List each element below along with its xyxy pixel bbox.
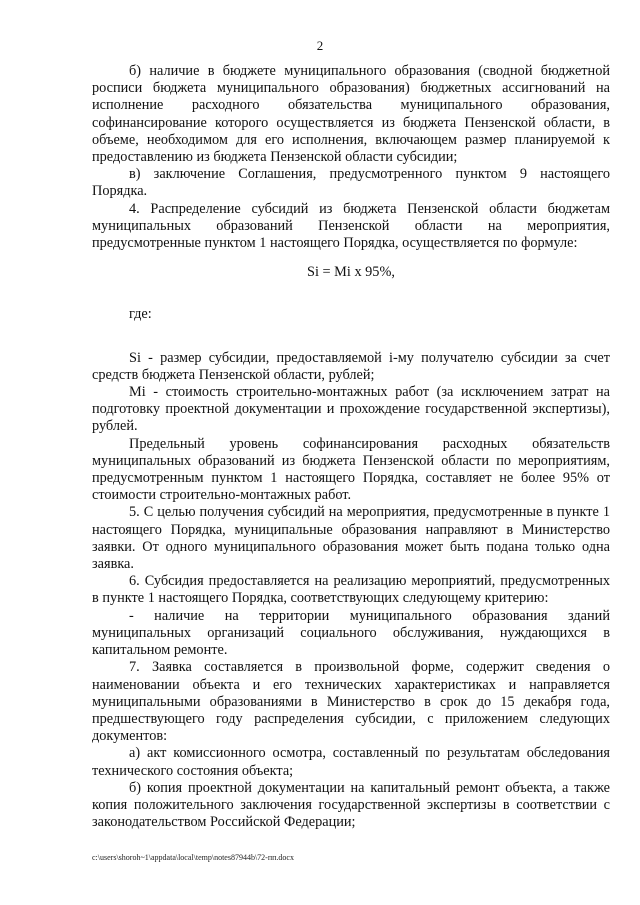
paragraph-item-5: 5. С целью получения субсидий на мероприятия, предусмотренные в пункте 1 настоящего Порядка, муниципальные образования направляют в Министерство заявки. От одного муниципального образования может быть подана только одна заявка. [92, 504, 610, 573]
formula: Si = Mi x 95%, [307, 264, 395, 281]
paragraph-criterion: - наличие на территории муниципального образования зданий муниципальных организаций социального обслуживания, нуждающихся в капитальном ремонте. [92, 607, 610, 659]
paragraph-item-6: 6. Субсидия предоставляется на реализацию мероприятий, предусмотренных в пункте 1 настоящего Порядка, соответствующих следующему критерию: [92, 573, 610, 607]
document-body [92, 63, 610, 831]
formula-definition-si: Si - размер субсидии, предоставляемой i-му получателю субсидии за счет средств бюджета Пензенской области, рублей; [92, 349, 610, 383]
paragraph-budget-allocation: б) наличие в бюджете муниципального образования (сводной бюджетной росписи бюджета муниципального образования) бюджетных ассигнований на исполнение расходного обязательства муниципального образования, софинансирование которого осуществляется из бюджета Пензенской области, в объеме, необходимом для его исполнения, включающем размер планируемой к предоставлению из бюджета Пензенской области субсидии; [92, 63, 610, 166]
paragraph-item-7a: а) акт комиссионного осмотра, составленный по результатам обследования технического состояния объекта; [92, 745, 610, 779]
formula-where-label: где: [129, 306, 152, 323]
formula-definition-mi: Mi - стоимость строительно-монтажных работ (за исключением затрат на подготовку проектной документации и прохождение государственной экспертизы), рублей. [92, 384, 610, 435]
paragraph-cofinancing-limit: Предельный уровень софинансирования расходных обязательств муниципальных образований из бюджета Пензенской области по мероприятиям, предусмотренным пунктом 1 настоящего Порядка, составляет не более 95% от стоимости строительно-монтажных работ. [92, 435, 610, 504]
paragraph-item-7: 7. Заявка составляется в произвольной форме, содержит сведения о наименовании объекта и его технических характеристиках и направляется муниципальными образованиями в Министерство в срок до 15 декабря года, предшествующего году распределения субсидии, с приложением следующих документов: [92, 659, 610, 745]
page-number: 2 [316, 38, 324, 53]
paragraph-item-4: 4. Распределение субсидий из бюджета Пензенской области бюджетам муниципальных образований Пензенской области на мероприятия, предусмотренные пунктом 1 настоящего Порядка, осуществляется по формуле: [92, 200, 610, 252]
footer-file-path: c:\users\shoroh~1\appdata\local\temp\notes87944b\72-пп.docx [92, 853, 294, 862]
paragraph-agreement: в) заключение Соглашения, предусмотренного пунктом 9 настоящего Порядка. [92, 166, 610, 200]
paragraph-item-7b: б) копия проектной документации на капитальный ремонт объекта, а также копия положительного заключения государственной экспертизы в соответствии с законодательством Российской Федерации; [92, 779, 610, 831]
